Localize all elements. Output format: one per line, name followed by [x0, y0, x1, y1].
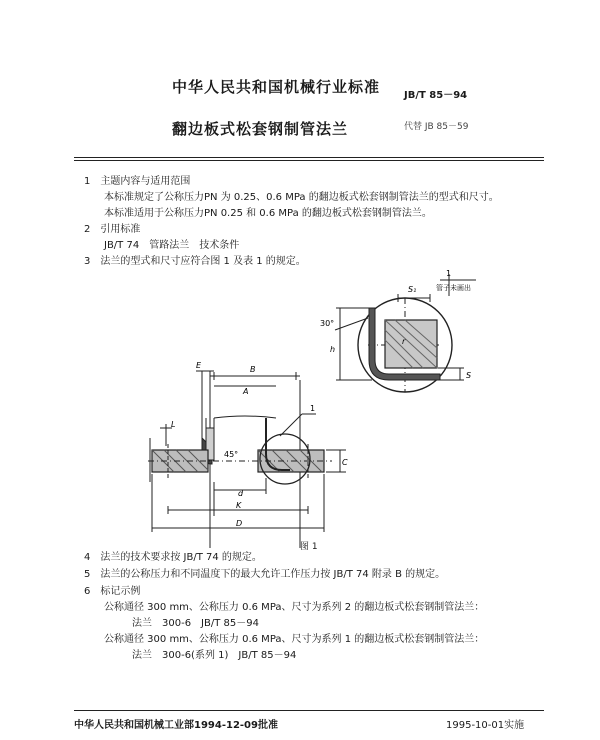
fig-label-D: D: [236, 519, 243, 528]
standard-code: JB/T 85－94: [404, 90, 468, 101]
replaces-note: 代替 JB 85－59: [404, 122, 469, 132]
marking-code-2: 法兰 300-6(系列 1) JB/T 85－94: [132, 650, 297, 661]
section-4-heading: 4 法兰的技术要求按 JB/T 74 的规定。: [84, 552, 262, 563]
fig-label-B: B: [250, 365, 256, 374]
detail-label-s: S: [466, 371, 472, 380]
approval-note: 中华人民共和国机械工业部1994-12-09批准: [74, 720, 278, 731]
figure-1-drawing: [140, 268, 560, 553]
marking-code-1: 法兰 300-6 JB/T 85－94: [132, 618, 259, 629]
marking-example-2: 公称通径 300 mm、公称压力 0.6 MPa、尺寸为系列 1 的翻边板式松套钢制管法兰：: [104, 634, 485, 645]
detail-label-r: r: [402, 337, 406, 346]
section-1-heading: 1 主题内容与适用范围: [84, 176, 191, 187]
header-rule-top: [74, 157, 544, 158]
header-rule-bottom: [74, 160, 544, 161]
page-title: 翻边板式松套钢制管法兰: [172, 120, 349, 138]
fig-label-d: d: [238, 489, 244, 498]
section-3-heading: 3 法兰的型式和尺寸应符合图 1 及表 1 的规定。: [84, 256, 306, 267]
main-section-view: [148, 371, 346, 548]
fig-label-A: A: [243, 387, 249, 396]
marking-example-1: 公称通径 300 mm、公称压力 0.6 MPa、尺寸为系列 2 的翻边板式松套钢制管法兰：: [104, 602, 485, 613]
fig-label-K: K: [236, 501, 242, 510]
section-6-heading: 6 标记示例: [84, 586, 141, 597]
fig-label-C: C: [342, 458, 348, 467]
fig-label-L: L: [171, 420, 176, 429]
section-2-reference: JB/T 74 管路法兰 技术条件: [104, 240, 240, 251]
detail-label-30: 30°: [320, 319, 335, 328]
implementation-date: 1995-10-01实施: [446, 720, 525, 731]
section-1-para-1: 本标准规定了公称压力PN 为 0.25、0.6 MPa 的翻边板式松套钢制管法兰的型式和尺寸。: [104, 192, 499, 203]
figure-caption: 图 1: [300, 542, 318, 552]
detail-number: 1: [446, 269, 452, 278]
footer-rule: [74, 710, 544, 711]
fig-label-E: E: [196, 361, 202, 370]
section-1-para-2: 本标准适用于公称压力PN 0.25 和 0.6 MPa 的翻边板式松套钢制管法兰。: [104, 208, 432, 219]
section-5-heading: 5 法兰的公称压力和不同温度下的最大允许工作压力按 JB/T 74 附录 B 的规定。: [84, 569, 446, 580]
fig-label-1: 1: [310, 404, 316, 413]
section-2-heading: 2 引用标准: [84, 224, 141, 235]
detail-label-h: h: [330, 345, 336, 354]
detail-note: 管子未画出: [436, 284, 471, 292]
standard-org: 中华人民共和国机械行业标准: [172, 78, 381, 96]
detail-label-s1: S₁: [408, 285, 417, 294]
fig-label-45: 45°: [224, 450, 239, 459]
